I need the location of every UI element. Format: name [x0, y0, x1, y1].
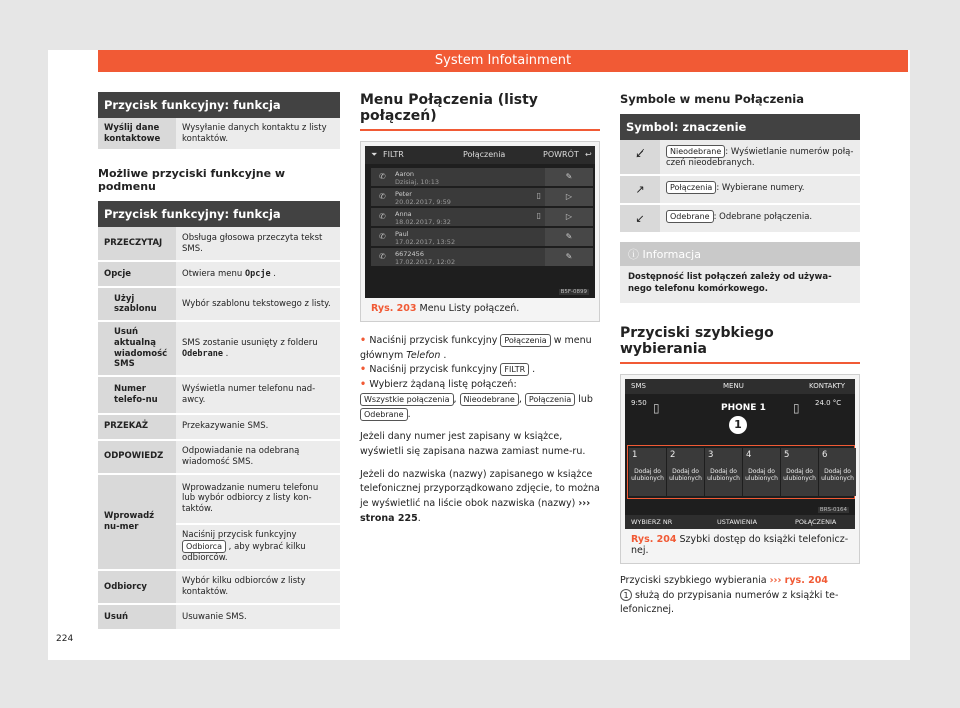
odbiorca-button-label: Odbiorca	[182, 540, 226, 553]
speed-dial-key	[781, 448, 818, 496]
speed-dial-key	[819, 448, 856, 496]
odebrane-button-label: Odebrane	[666, 210, 714, 223]
paragraph: Jeżeli dany numer jest zapisany w książce, wyświetli się zapisana nazwa zamiast nume-ru.	[360, 431, 586, 458]
page-header: System Infotainment	[98, 50, 908, 72]
table-row	[98, 570, 340, 604]
instruction-list	[360, 334, 600, 422]
row-action-icon: ▷	[545, 188, 593, 206]
text: Naciśnij przycisk funkcyjny	[369, 364, 501, 376]
screen-speed-dial	[625, 379, 855, 529]
table-value	[176, 524, 340, 570]
figure-reference: ››› rys. 204	[769, 575, 828, 587]
sms-button: SMS	[631, 382, 646, 391]
table-row	[98, 604, 340, 630]
table-value	[176, 261, 340, 287]
call-name: Peter	[395, 190, 412, 198]
key-number: 3	[708, 450, 714, 461]
column-right	[620, 92, 860, 618]
call-row	[371, 188, 593, 206]
text: w menu głównym	[360, 335, 592, 361]
italic-text: Telefon	[406, 349, 441, 361]
clock: 9:50	[631, 399, 647, 408]
table-heading: Przycisk funkcyjny: funkcja	[98, 92, 340, 118]
list-item	[360, 363, 600, 378]
table-row	[98, 376, 340, 414]
figure-speed-dial	[620, 374, 860, 564]
call-date: 18.02.2017, 9:32	[395, 218, 451, 226]
row-action-icon: ✎	[545, 248, 593, 266]
table-value: Wybór szablonu tekstowego z listy.	[176, 287, 340, 321]
text: .	[222, 348, 229, 359]
info-title: Informacja	[642, 248, 701, 262]
table-key: Numer telefo-nu	[98, 376, 176, 414]
text: SMS zostanie usunięty z folderu	[182, 337, 318, 348]
figure-call-lists	[360, 141, 600, 322]
row-action-icon: ▷	[545, 208, 593, 226]
option-received: Odebrane	[360, 408, 408, 421]
option-all-calls: Wszystkie połączenia	[360, 393, 454, 406]
section-title: Możliwe przyciski funkcyjne w podmenu	[98, 167, 286, 194]
key-label: Dodaj do ulubionych	[783, 468, 816, 483]
page-reference: ››› strona 225	[360, 498, 591, 524]
text: : Wyświetlanie numerów połą-czeń nieodebranych.	[666, 147, 854, 169]
column-left	[98, 92, 340, 631]
key-number: 4	[746, 450, 752, 461]
table-value	[660, 176, 860, 203]
screen-topbar	[365, 146, 595, 164]
filter-funnel-icon: ⏷	[371, 150, 378, 159]
text: .	[270, 268, 276, 279]
paragraph	[620, 574, 860, 618]
table-row	[98, 414, 340, 440]
option-missed: Nieodebrane	[460, 393, 519, 406]
call-name: Anna	[395, 210, 412, 218]
section-title: Symbole w menu Połączenia	[620, 92, 804, 106]
speed-dial-key	[667, 448, 704, 496]
text: lub	[578, 393, 593, 405]
table-row	[98, 227, 340, 261]
table-row	[98, 321, 340, 376]
mono-text: Opcje	[244, 268, 271, 279]
table-row	[98, 440, 340, 474]
call-type-icon: ✆	[379, 232, 386, 241]
text: : Odebrane połączenia.	[713, 212, 813, 223]
info-icon: ⓘ	[628, 248, 639, 262]
table-heading: Symbol: znaczenie	[620, 114, 860, 140]
call-row	[371, 228, 593, 246]
table-value: Usuwanie SMS.	[176, 604, 340, 630]
table-key: Usuń	[98, 604, 176, 630]
table-value: Odpowiadanie na odebraną wiadomość SMS.	[176, 440, 340, 474]
info-box	[620, 242, 860, 303]
phone-name: PHONE 1	[721, 403, 766, 414]
list-item	[360, 378, 600, 393]
text: Jeżeli do nazwiska (nazwy) zapisanego w książce telefonicznej przyporządkowano zdjęcie, to można je wyświetlić na liście obok nazwiska (nazwy)	[360, 468, 600, 510]
text: Przyciski szybkiego wybierania	[620, 575, 770, 587]
manual-page	[48, 50, 910, 660]
table-value: Wysyłanie danych kontaktu z listy kontaktów.	[176, 118, 340, 150]
table-row	[98, 287, 340, 321]
table-key: Opcje	[98, 261, 176, 287]
list-item	[360, 334, 600, 363]
table-row	[98, 118, 340, 150]
outgoing-call-icon: ↗	[620, 176, 660, 203]
screen-topbar	[625, 379, 855, 394]
figure-number: Rys. 203	[371, 303, 417, 314]
call-date: 17.02.2017, 13:52	[395, 238, 456, 246]
wybierz-nr-button: WYBIERZ NR	[631, 518, 673, 527]
kontakty-button: KONTAKTY	[809, 382, 846, 391]
call-name: Aaron	[395, 170, 415, 178]
table-value	[176, 321, 340, 376]
table-key: PRZECZYTAJ	[98, 227, 176, 261]
callout-marker: 1	[729, 416, 747, 434]
option-dialed: Połączenia	[525, 393, 575, 406]
temperature: 24.0 °C	[815, 399, 842, 408]
caption-text: Szybki dostęp do książki telefonicz-nej.	[631, 534, 849, 557]
speed-dial-key	[743, 448, 780, 496]
table-value	[660, 205, 860, 232]
call-date: 17.02.2017, 12:02	[395, 258, 456, 266]
text: .	[417, 512, 421, 524]
info-text: Dostępność list połączeń zależy od używa-nego telefonu komórkowego.	[628, 272, 832, 294]
call-date: Dzisiaj, 10:13	[395, 178, 440, 186]
key-number: 2	[670, 450, 676, 461]
table-key: Odbiorcy	[98, 570, 176, 604]
key-number: 6	[822, 450, 828, 461]
figure-code: B5F-0899	[560, 289, 587, 295]
text: .	[440, 349, 447, 361]
table-key: Użyj szablonu	[98, 287, 176, 321]
key-label: Dodaj do ulubionych	[669, 468, 702, 483]
table-key: PRZEKAŻ	[98, 414, 176, 440]
section-heading: Menu Połączenia (listy połączeń)	[360, 92, 600, 131]
info-heading	[620, 242, 860, 266]
key-label: Dodaj do ulubionych	[707, 468, 740, 483]
polaczenia-button: POŁĄCZENIA	[795, 518, 837, 527]
polaczenia-button-label: Połączenia	[666, 181, 716, 194]
row-action-icon: ✎	[545, 228, 593, 246]
back-arrow-icon: ↩	[585, 150, 592, 159]
table-key: Usuń aktualną wiadomość SMS	[98, 321, 176, 376]
section-heading: Przyciski szybkiego wybierania	[620, 325, 860, 364]
table-value: Wybór kilku odbiorców z listy kontaktów.	[176, 570, 340, 604]
figure-caption	[625, 529, 855, 563]
missed-call-icon: ↙̸	[620, 140, 660, 174]
table-heading: Przycisk funkcyjny: funkcja	[98, 201, 340, 227]
text: Naciśnij przycisk funkcyjny	[182, 529, 297, 540]
menu-button: MENU	[723, 382, 744, 391]
table-row	[620, 176, 860, 205]
call-row	[371, 168, 593, 186]
speed-dial-key	[629, 448, 666, 496]
table-key: ODPOWIEDZ	[98, 440, 176, 474]
powrot-button: POWRÓT	[543, 150, 579, 159]
call-row	[371, 208, 593, 226]
text: : Wybierane numery.	[716, 183, 805, 194]
screen-call-list	[365, 146, 595, 298]
callout-badge: 1	[620, 589, 632, 601]
paragraph	[360, 468, 600, 527]
text: Wybierz żądaną listę połączeń:	[369, 379, 517, 391]
phone-device-icon: ▯	[793, 401, 800, 416]
screen-title: Połączenia	[463, 150, 506, 159]
filtr-button-label: FILTR	[500, 363, 529, 376]
text: , aby wybrać kilku odbiorców.	[182, 542, 306, 564]
polaczenia-button-label: Połączenia	[500, 334, 550, 347]
key-label: Dodaj do ulubionych	[821, 468, 854, 483]
phone-icon: ▯	[536, 191, 541, 200]
text: Otwiera menu	[182, 268, 245, 279]
mono-text: Odebrane	[182, 348, 223, 359]
call-name: 6672456	[395, 250, 424, 258]
text: Naciśnij przycisk funkcyjny	[369, 335, 501, 346]
text: służą do przypisania numerów z książki te-lefonicznej.	[620, 589, 839, 616]
nieodebrane-button-label: Nieodebrane	[666, 145, 725, 158]
row-action-icon: ✎	[545, 168, 593, 186]
call-type-icon: ✆	[379, 192, 386, 201]
key-number: 1	[632, 450, 638, 461]
key-label: Dodaj do ulubionych	[631, 468, 664, 483]
call-name: Paul	[395, 230, 409, 238]
call-type-icon: ✆	[379, 252, 386, 261]
table-key: Wprowadź nu-mer	[98, 474, 176, 570]
figure-number: Rys. 204	[631, 534, 677, 546]
incoming-call-icon: ↙	[620, 205, 660, 232]
call-row	[371, 248, 593, 266]
table-value: Wprowadzanie numeru telefonu lub wybór odbiorcy z listy kon-taktów.	[176, 474, 340, 524]
ustawienia-button: USTAWIENIA	[717, 518, 758, 527]
table-value	[660, 140, 860, 174]
call-type-icon: ✆	[379, 172, 386, 181]
phone-device-icon: ▯	[653, 401, 660, 416]
table-key: Wyślij dane kontaktowe	[98, 118, 176, 150]
caption-text: Menu Listy połączeń.	[419, 303, 520, 314]
list-options: Wszystkie połączenia , Nieodebrane , Połączenia lub Odebrane .	[360, 393, 600, 422]
table-row	[620, 140, 860, 176]
screen-bottombar	[625, 515, 855, 529]
speed-dial-key	[705, 448, 742, 496]
text: .	[529, 364, 536, 376]
key-label: Dodaj do ulubionych	[745, 468, 778, 483]
function-table-1	[98, 118, 340, 151]
table-row	[98, 261, 340, 287]
call-date: 20.02.2017, 9:59	[395, 198, 451, 206]
table-row	[98, 474, 340, 524]
phone-icon: ▯	[536, 211, 541, 220]
figure-code: BRS-0164	[819, 507, 847, 514]
key-number: 5	[784, 450, 790, 461]
figure-caption	[365, 298, 595, 321]
function-table-2	[98, 227, 340, 631]
table-value: Wyświetla numer telefonu nad-awcy.	[176, 376, 340, 414]
table-row	[620, 205, 860, 234]
table-value: Przekazywanie SMS.	[176, 414, 340, 440]
call-type-icon: ✆	[379, 212, 386, 221]
column-middle	[360, 92, 600, 527]
filtr-button: FILTR	[383, 150, 404, 159]
table-value: Obsługa głosowa przeczyta tekst SMS.	[176, 227, 340, 261]
page-number: 224	[56, 634, 74, 644]
